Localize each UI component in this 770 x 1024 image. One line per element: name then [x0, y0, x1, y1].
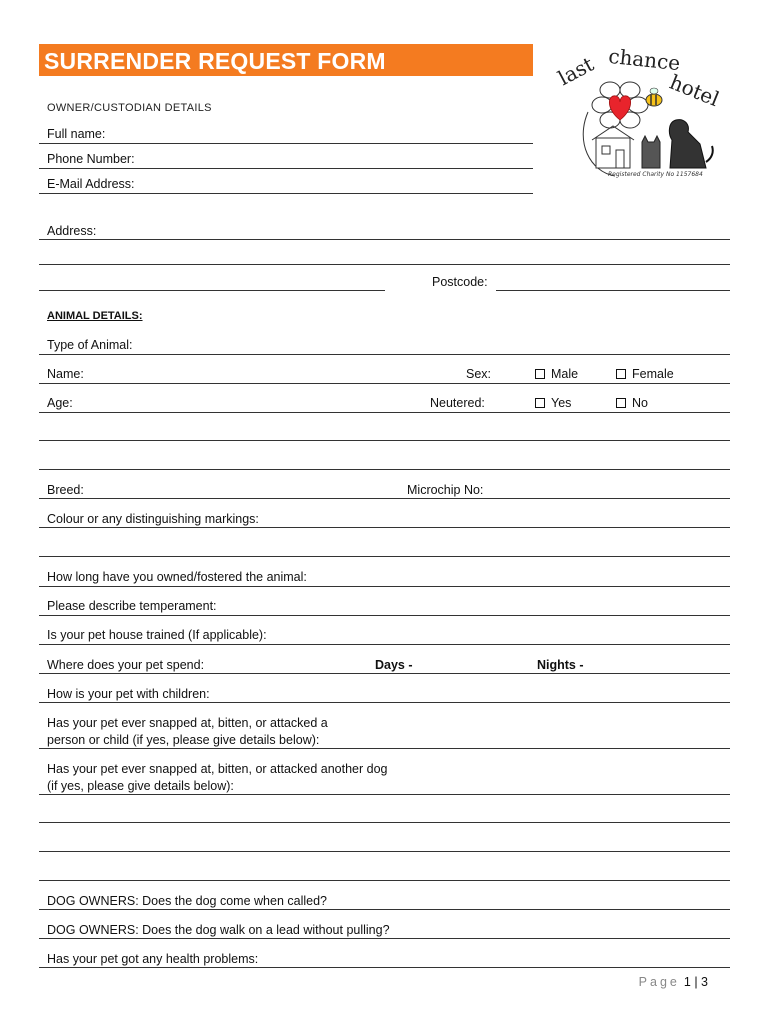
no-label: No	[632, 396, 648, 410]
temperament-field[interactable]	[39, 615, 730, 616]
nights-label: Nights -	[537, 658, 584, 672]
animal-name-field[interactable]	[39, 383, 730, 384]
age-field[interactable]	[39, 412, 730, 413]
snapped-dog-label-1: Has your pet ever snapped at, bitten, or attacked another dog	[47, 762, 388, 776]
dog-icon	[669, 120, 706, 168]
email-field[interactable]	[39, 193, 533, 194]
page-current: 1	[683, 975, 691, 989]
blank-line[interactable]	[39, 851, 730, 852]
type-of-animal-label: Type of Animal:	[47, 338, 133, 352]
with-children-field[interactable]	[39, 702, 730, 703]
phone-field[interactable]	[39, 168, 533, 169]
health-label: Has your pet got any health problems:	[47, 952, 259, 966]
snapped-person-field[interactable]	[39, 748, 730, 749]
svg-text:hotel: hotel	[666, 69, 723, 112]
neutered-label: Neutered:	[430, 396, 485, 410]
page-separator: |	[694, 975, 698, 989]
address-label: Address:	[47, 224, 97, 238]
email-label: E-Mail Address:	[47, 177, 135, 191]
checkbox-icon[interactable]	[535, 369, 545, 379]
animal-section-heading: ANIMAL DETAILS:	[47, 310, 143, 322]
blank-line[interactable]	[39, 469, 730, 470]
owner-section-heading: OWNER/CUSTODIAN DETAILS	[47, 102, 212, 114]
sex-male-option[interactable]	[535, 367, 578, 381]
address-field-line-3[interactable]	[39, 290, 385, 291]
dog-lead-label: DOG OWNERS: Does the dog walk on a lead without pulling?	[47, 923, 390, 937]
microchip-label: Microchip No:	[407, 483, 484, 497]
svg-text:chance: chance	[607, 43, 682, 76]
neutered-yes-option[interactable]	[535, 396, 571, 410]
bee-icon	[646, 88, 662, 106]
where-spend-field[interactable]	[39, 673, 730, 674]
breed-field[interactable]	[39, 498, 730, 499]
type-of-animal-field[interactable]	[39, 354, 730, 355]
sex-female-option[interactable]	[616, 367, 674, 381]
snapped-dog-label-2: (if yes, please give details below):	[47, 779, 234, 793]
where-spend-label: Where does your pet spend:	[47, 658, 205, 672]
with-children-label: How is your pet with children:	[47, 687, 210, 701]
postcode-label: Postcode:	[432, 275, 488, 289]
cat-icon	[642, 136, 660, 168]
dog-lead-field[interactable]	[39, 938, 730, 939]
phone-label: Phone Number:	[47, 152, 135, 166]
house-trained-field[interactable]	[39, 644, 730, 645]
form-title-banner: SURRENDER REQUEST FORM	[39, 44, 533, 76]
address-field-line-1[interactable]	[39, 239, 730, 240]
colour-label: Colour or any distinguishing markings:	[47, 512, 259, 526]
age-label: Age:	[47, 396, 73, 410]
sex-label: Sex:	[466, 367, 492, 381]
blank-line[interactable]	[39, 556, 730, 557]
page-number	[639, 975, 708, 989]
dog-called-field[interactable]	[39, 909, 730, 910]
temperament-label: Please describe temperament:	[47, 599, 217, 613]
neutered-no-option[interactable]	[616, 396, 648, 410]
checkbox-icon[interactable]	[616, 398, 626, 408]
colour-field[interactable]	[39, 527, 730, 528]
blank-line[interactable]	[39, 822, 730, 823]
snapped-person-label-1: Has your pet ever snapped at, bitten, or attacked a	[47, 716, 328, 730]
charity-number: Registered Charity No 1157684	[608, 171, 703, 178]
snapped-person-label-2: person or child (if yes, please give details below):	[47, 733, 320, 747]
house-icon	[592, 126, 634, 168]
checkbox-icon[interactable]	[616, 369, 626, 379]
animal-name-label: Name:	[47, 367, 84, 381]
dog-called-label: DOG OWNERS: Does the dog come when called?	[47, 894, 327, 908]
full-name-field[interactable]	[39, 143, 533, 144]
postcode-field[interactable]	[496, 290, 730, 291]
breed-label: Breed:	[47, 483, 84, 497]
house-trained-label: Is your pet house trained (If applicable):	[47, 628, 267, 642]
checkbox-icon[interactable]	[535, 398, 545, 408]
last-chance-hotel-logo	[550, 42, 730, 182]
blank-line[interactable]	[39, 440, 730, 441]
female-label: Female	[632, 367, 674, 381]
male-label: Male	[551, 367, 579, 381]
address-field-line-2[interactable]	[39, 264, 730, 265]
svg-text:last: last	[554, 51, 598, 91]
page-word: Page	[638, 975, 680, 989]
how-long-label: How long have you owned/fostered the animal:	[47, 570, 307, 584]
page-total: 3	[701, 975, 708, 989]
snapped-dog-field[interactable]	[39, 794, 730, 795]
health-field[interactable]	[39, 967, 730, 968]
days-label: Days -	[375, 658, 413, 672]
yes-label: Yes	[551, 396, 572, 410]
how-long-field[interactable]	[39, 586, 730, 587]
blank-line[interactable]	[39, 880, 730, 881]
full-name-label: Full name:	[47, 127, 106, 141]
